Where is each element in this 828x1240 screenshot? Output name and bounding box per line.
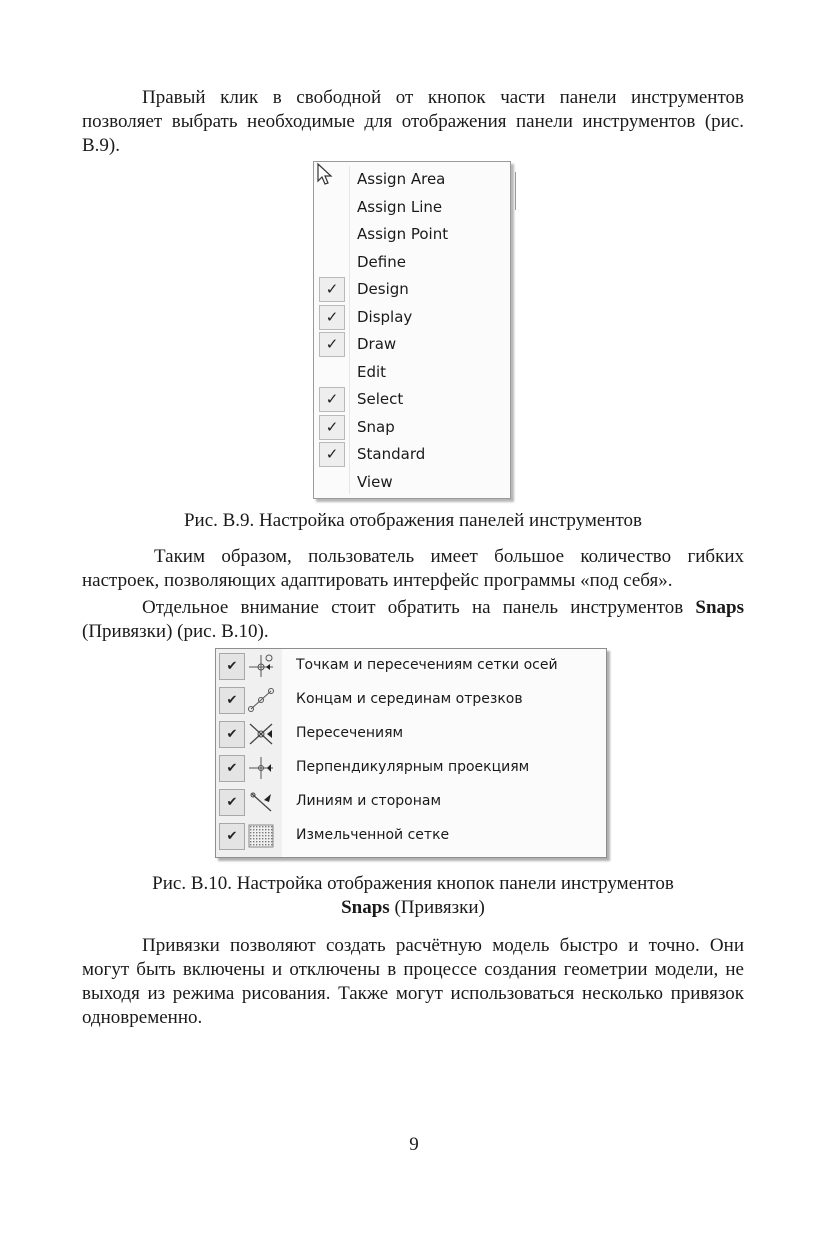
toolbars-context-menu — [313, 161, 511, 499]
snap-item-label: Измельченной сетке — [296, 827, 450, 843]
checkmark-icon: ✓ — [319, 387, 345, 412]
checkmark-icon: ✔ — [219, 823, 245, 850]
menu-item-label: Select — [357, 390, 404, 408]
menu-item-select[interactable] — [314, 386, 510, 413]
checkmark-icon: ✓ — [319, 415, 345, 440]
menu-item-label: Edit — [357, 362, 387, 381]
menu-item-label: View — [357, 472, 393, 491]
grid-axis-snap-icon — [247, 653, 275, 679]
snaps-bold: Snaps — [695, 597, 745, 618]
menu-item-standard[interactable] — [314, 441, 510, 468]
menu-item-design[interactable] — [314, 276, 510, 303]
menu-item-assign-area[interactable] — [314, 166, 510, 193]
checkmark-icon: ✓ — [319, 442, 345, 467]
menu-item-label: Snap — [357, 417, 395, 436]
menu-item-display[interactable] — [314, 304, 510, 331]
snap-item[interactable] — [216, 683, 606, 717]
checkmark-icon: ✔ — [219, 653, 245, 680]
menu-item-define[interactable] — [314, 249, 510, 276]
snap-item[interactable] — [216, 785, 606, 819]
checkmark-icon: ✔ — [219, 721, 245, 748]
paragraph-3: Отдельное внимание стоит обратить на панель инструментов Snaps (Привязки) (рис. В.10). — [82, 597, 745, 642]
snap-item[interactable] — [216, 649, 606, 683]
ends-midpoints-snap-icon — [247, 687, 275, 713]
menu-item-assign-line[interactable] — [314, 194, 510, 221]
snap-item[interactable] — [216, 717, 606, 751]
menu-item-label: Design — [357, 280, 409, 298]
intersection-snap-icon — [247, 721, 275, 747]
checkmark-icon: ✓ — [319, 277, 345, 302]
figure-caption-b10: Рис. В.10. Настройка отображения кнопок панели инструментов Snaps (Привязки) — [152, 873, 674, 918]
menu-item-label: Assign Point — [357, 225, 449, 243]
paragraph-2: Таким образом, пользователь имеет большое количество гибких настроек, позволяющих адаптировать интерфейс программы «под себя». — [82, 546, 744, 591]
menu-item-snap[interactable] — [314, 414, 510, 441]
paragraph-1: Правый клик в свободной от кнопок части панели инструментов позволяет выбрать необходимые для отображения панели инструментов (рис. В.9). — [82, 87, 744, 156]
menu-item-label: Display — [357, 307, 413, 326]
snap-item[interactable] — [216, 751, 606, 785]
checkmark-icon: ✔ — [219, 789, 245, 816]
fine-grid-snap-icon — [247, 823, 275, 849]
menu-item-label: Draw — [357, 335, 397, 353]
menu-item-label: Assign Area — [357, 170, 446, 188]
toolbar-edge — [510, 172, 516, 210]
snap-item[interactable] — [216, 819, 606, 853]
snap-item-label: Пересечениям — [296, 725, 404, 741]
perpendicular-snap-icon — [247, 755, 275, 781]
menu-item-label: Define — [357, 252, 406, 271]
lines-edges-snap-icon — [247, 789, 275, 815]
snap-item-label: Концам и серединам отрезков — [296, 691, 523, 707]
checkmark-icon: ✓ — [319, 305, 345, 330]
menu-item-view[interactable] — [314, 469, 510, 496]
checkmark-icon: ✔ — [219, 755, 245, 782]
figure-caption-b9: Рис. В.9. Настройка отображения панелей инструментов — [183, 510, 643, 531]
snap-item-label: Перпендикулярным проекциям — [296, 759, 530, 775]
paragraph-4: Привязки позволяют создать расчётную модель быстро и точно. Они могут быть включены и отключены в процессе создания геометрии модели, не выходя из режима рисования. Также могут использоваться несколько привязок одновременно. — [82, 935, 744, 1028]
snap-item-label: Точкам и пересечениям сетки осей — [296, 657, 558, 673]
menu-item-draw[interactable] — [314, 331, 510, 358]
checkmark-icon: ✔ — [219, 687, 245, 714]
page-number: 9 — [409, 1134, 419, 1155]
menu-item-label: Standard — [357, 445, 426, 463]
menu-item-label: Assign Line — [357, 197, 443, 216]
menu-item-edit[interactable] — [314, 359, 510, 386]
menu-item-assign-point[interactable] — [314, 221, 510, 248]
snap-item-label: Линиям и сторонам — [296, 793, 442, 809]
checkmark-icon: ✓ — [319, 332, 345, 357]
snaps-toolbar-menu — [215, 648, 607, 858]
